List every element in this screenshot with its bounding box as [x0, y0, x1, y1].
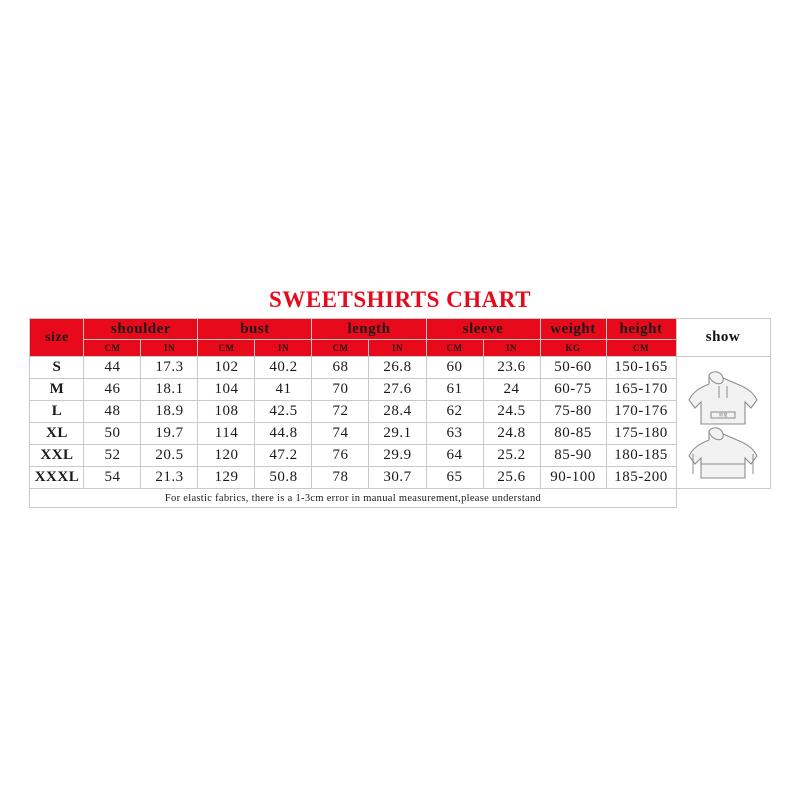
cell-weight-kg: 50-60	[540, 357, 606, 379]
cell-weight-kg: 75-80	[540, 401, 606, 423]
cell-sleeve-cm: 60	[426, 357, 483, 379]
size-chart-table	[29, 318, 770, 508]
cell-bust-in: 40.2	[255, 357, 312, 379]
hoodie-sketch-icon	[677, 357, 770, 488]
header-show: show	[676, 319, 770, 357]
cell-shoulder-in: 20.5	[141, 445, 198, 467]
table-row	[30, 445, 770, 467]
cell-length-in: 30.7	[369, 467, 426, 489]
unit-shoulder-in: IN	[141, 340, 198, 357]
svg-text:肩宽: 肩宽	[719, 411, 729, 417]
cell-size: XL	[30, 423, 84, 445]
cell-length-cm: 78	[312, 467, 369, 489]
cell-bust-cm: 129	[198, 467, 255, 489]
cell-length-cm: 76	[312, 445, 369, 467]
cell-height-cm: 165-170	[606, 379, 676, 401]
cell-length-cm: 68	[312, 357, 369, 379]
cell-weight-kg: 85-90	[540, 445, 606, 467]
cell-length-cm: 70	[312, 379, 369, 401]
header-size: size	[30, 319, 84, 357]
measurement-note: For elastic fabrics, there is a 1-3cm error in manual measurement,please understand	[30, 489, 676, 508]
cell-shoulder-cm: 46	[84, 379, 141, 401]
cell-bust-in: 50.8	[255, 467, 312, 489]
cell-weight-kg: 80-85	[540, 423, 606, 445]
unit-sleeve-cm: CM	[426, 340, 483, 357]
table-row	[30, 401, 770, 423]
cell-bust-cm: 102	[198, 357, 255, 379]
cell-sleeve-cm: 63	[426, 423, 483, 445]
cell-length-cm: 72	[312, 401, 369, 423]
table-row	[30, 379, 770, 401]
cell-height-cm: 185-200	[606, 467, 676, 489]
cell-shoulder-in: 18.9	[141, 401, 198, 423]
cell-weight-kg: 60-75	[540, 379, 606, 401]
cell-sleeve-cm: 64	[426, 445, 483, 467]
cell-length-cm: 74	[312, 423, 369, 445]
cell-length-in: 26.8	[369, 357, 426, 379]
cell-shoulder-cm: 52	[84, 445, 141, 467]
table-header-units	[30, 340, 770, 357]
unit-weight-kg: KG	[540, 340, 606, 357]
table-row	[30, 357, 770, 379]
unit-bust-cm: CM	[198, 340, 255, 357]
cell-sleeve-in: 24.8	[483, 423, 540, 445]
cell-height-cm: 170-176	[606, 401, 676, 423]
cell-bust-cm: 104	[198, 379, 255, 401]
cell-sleeve-in: 25.2	[483, 445, 540, 467]
header-height: height	[606, 319, 676, 340]
cell-bust-in: 41	[255, 379, 312, 401]
cell-shoulder-cm: 48	[84, 401, 141, 423]
cell-height-cm: 180-185	[606, 445, 676, 467]
cell-bust-in: 44.8	[255, 423, 312, 445]
cell-length-in: 27.6	[369, 379, 426, 401]
table-row	[30, 467, 770, 489]
cell-length-in: 29.9	[369, 445, 426, 467]
unit-height-cm: CM	[606, 340, 676, 357]
cell-weight-kg: 90-100	[540, 467, 606, 489]
cell-bust-in: 47.2	[255, 445, 312, 467]
cell-bust-cm: 108	[198, 401, 255, 423]
cell-sleeve-cm: 62	[426, 401, 483, 423]
cell-shoulder-cm: 54	[84, 467, 141, 489]
cell-shoulder-cm: 44	[84, 357, 141, 379]
table-row	[30, 423, 770, 445]
cell-sleeve-in: 23.6	[483, 357, 540, 379]
size-chart	[0, 285, 800, 508]
header-sleeve: sleeve	[426, 319, 540, 340]
hoodie-illustration-cell	[676, 357, 770, 489]
cell-size: XXXL	[30, 467, 84, 489]
table-note-row	[30, 489, 770, 508]
cell-shoulder-in: 17.3	[141, 357, 198, 379]
header-length: length	[312, 319, 426, 340]
unit-length-cm: CM	[312, 340, 369, 357]
cell-shoulder-in: 21.3	[141, 467, 198, 489]
cell-sleeve-in: 24	[483, 379, 540, 401]
cell-bust-cm: 114	[198, 423, 255, 445]
note-spacer	[676, 489, 770, 508]
table-header-groups	[30, 319, 770, 340]
cell-shoulder-in: 19.7	[141, 423, 198, 445]
cell-size: S	[30, 357, 84, 379]
header-shoulder: shoulder	[84, 319, 198, 340]
cell-shoulder-in: 18.1	[141, 379, 198, 401]
cell-size: L	[30, 401, 84, 423]
header-weight: weight	[540, 319, 606, 340]
unit-bust-in: IN	[255, 340, 312, 357]
cell-length-in: 28.4	[369, 401, 426, 423]
cell-size: XXL	[30, 445, 84, 467]
cell-height-cm: 175-180	[606, 423, 676, 445]
unit-sleeve-in: IN	[483, 340, 540, 357]
cell-bust-in: 42.5	[255, 401, 312, 423]
cell-length-in: 29.1	[369, 423, 426, 445]
cell-bust-cm: 120	[198, 445, 255, 467]
cell-size: M	[30, 379, 84, 401]
cell-sleeve-cm: 61	[426, 379, 483, 401]
unit-shoulder-cm: CM	[84, 340, 141, 357]
cell-sleeve-in: 25.6	[483, 467, 540, 489]
header-bust: bust	[198, 319, 312, 340]
chart-title: SWEETSHIRTS CHART	[0, 285, 800, 318]
cell-shoulder-cm: 50	[84, 423, 141, 445]
cell-sleeve-in: 24.5	[483, 401, 540, 423]
cell-height-cm: 150-165	[606, 357, 676, 379]
unit-length-in: IN	[369, 340, 426, 357]
cell-sleeve-cm: 65	[426, 467, 483, 489]
